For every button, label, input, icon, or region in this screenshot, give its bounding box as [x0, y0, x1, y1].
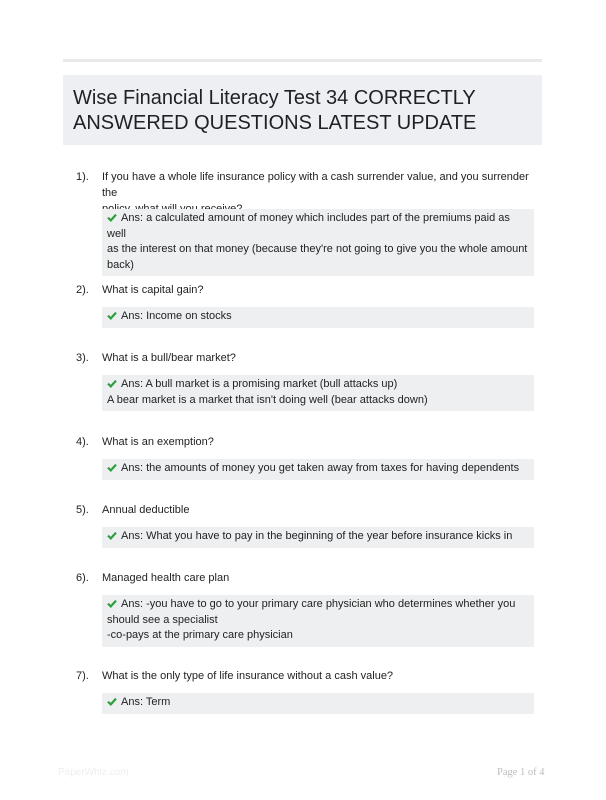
- question-number: 7).: [76, 670, 89, 682]
- question-line: Annual deductible: [102, 504, 190, 516]
- check-icon: [107, 599, 117, 608]
- answer-box: [102, 459, 534, 480]
- check-icon: [107, 697, 117, 706]
- question-text: [102, 668, 534, 684]
- answer-box: [102, 307, 534, 328]
- question-line: What is the only type of life insurance without a cash value?: [102, 670, 394, 682]
- question-line: What is an exemption?: [102, 436, 214, 448]
- question-line: What is a bull/bear market?: [102, 352, 236, 364]
- question-number: 2).: [76, 284, 89, 296]
- answer-line: -co-pays at the primary care physician: [107, 629, 293, 641]
- page-indicator: Page 1 of 4: [497, 767, 545, 778]
- answer-line: A bear market is a market that isn't doing well (bear attacks down): [107, 393, 428, 406]
- answer-line: as the interest on that money (because they're not going to give you the whole amount: [107, 243, 528, 255]
- answer-text: Ans: the amounts of money you get taken away from taxes for having dependents: [121, 462, 520, 474]
- answer-box: [102, 375, 534, 411]
- answer-line: [107, 695, 529, 711]
- check-icon: [107, 379, 117, 388]
- answer-line: should see a specialist: [107, 613, 218, 626]
- question-number: 5).: [76, 504, 89, 516]
- top-divider: [63, 59, 542, 62]
- answer-box: [102, 595, 534, 647]
- question-text: [102, 434, 534, 450]
- check-icon: [107, 531, 117, 540]
- answer-line: [107, 377, 529, 393]
- answer-text: Ans: Income on stocks: [121, 310, 232, 322]
- check-icon: [107, 311, 117, 320]
- check-icon: [107, 213, 117, 222]
- answer-text: Ans: What you have to pay in the beginning of the year before insurance kicks in: [121, 530, 513, 542]
- check-icon: [107, 463, 117, 472]
- answer-text: Ans: -you have to go to your primary care physician who determines whether you: [121, 598, 516, 610]
- answer-text: Ans: Term: [121, 696, 171, 708]
- answer-line: [107, 211, 529, 242]
- question-number: 6).: [76, 572, 89, 584]
- footer-watermark: PaperWhiz.com: [58, 767, 129, 778]
- page-title-line-2: ANSWERED QUESTIONS LATEST UPDATE: [73, 112, 477, 134]
- answer-box: [102, 527, 534, 548]
- answer-box: [102, 693, 534, 714]
- question-line: If you have a whole life insurance policy with a cash surrender value, and you surrender the: [102, 171, 529, 199]
- question-text: [102, 502, 534, 518]
- question-text: [102, 282, 534, 298]
- question-number: 4).: [76, 436, 89, 448]
- question-line: Managed health care plan: [102, 572, 230, 584]
- answer-line: [107, 461, 529, 477]
- answer-text: Ans: A bull market is a promising market (bull attacks up): [121, 378, 398, 390]
- question-line: What is capital gain?: [102, 284, 204, 296]
- answer-line: back): [107, 258, 134, 271]
- question-text: [102, 350, 534, 366]
- answer-line: [107, 597, 529, 613]
- document-title-box: [63, 75, 542, 145]
- page-title-line-1: Wise Financial Literacy Test 34 CORRECTLY: [73, 87, 476, 109]
- answer-line: [107, 309, 529, 325]
- question-text: [102, 570, 534, 586]
- answer-box: [102, 209, 534, 276]
- question-number: 1).: [76, 171, 89, 183]
- answer-text: Ans: a calculated amount of money which includes part of the premiums paid as well: [107, 212, 510, 240]
- answer-line: [107, 529, 529, 545]
- question-number: 3).: [76, 352, 89, 364]
